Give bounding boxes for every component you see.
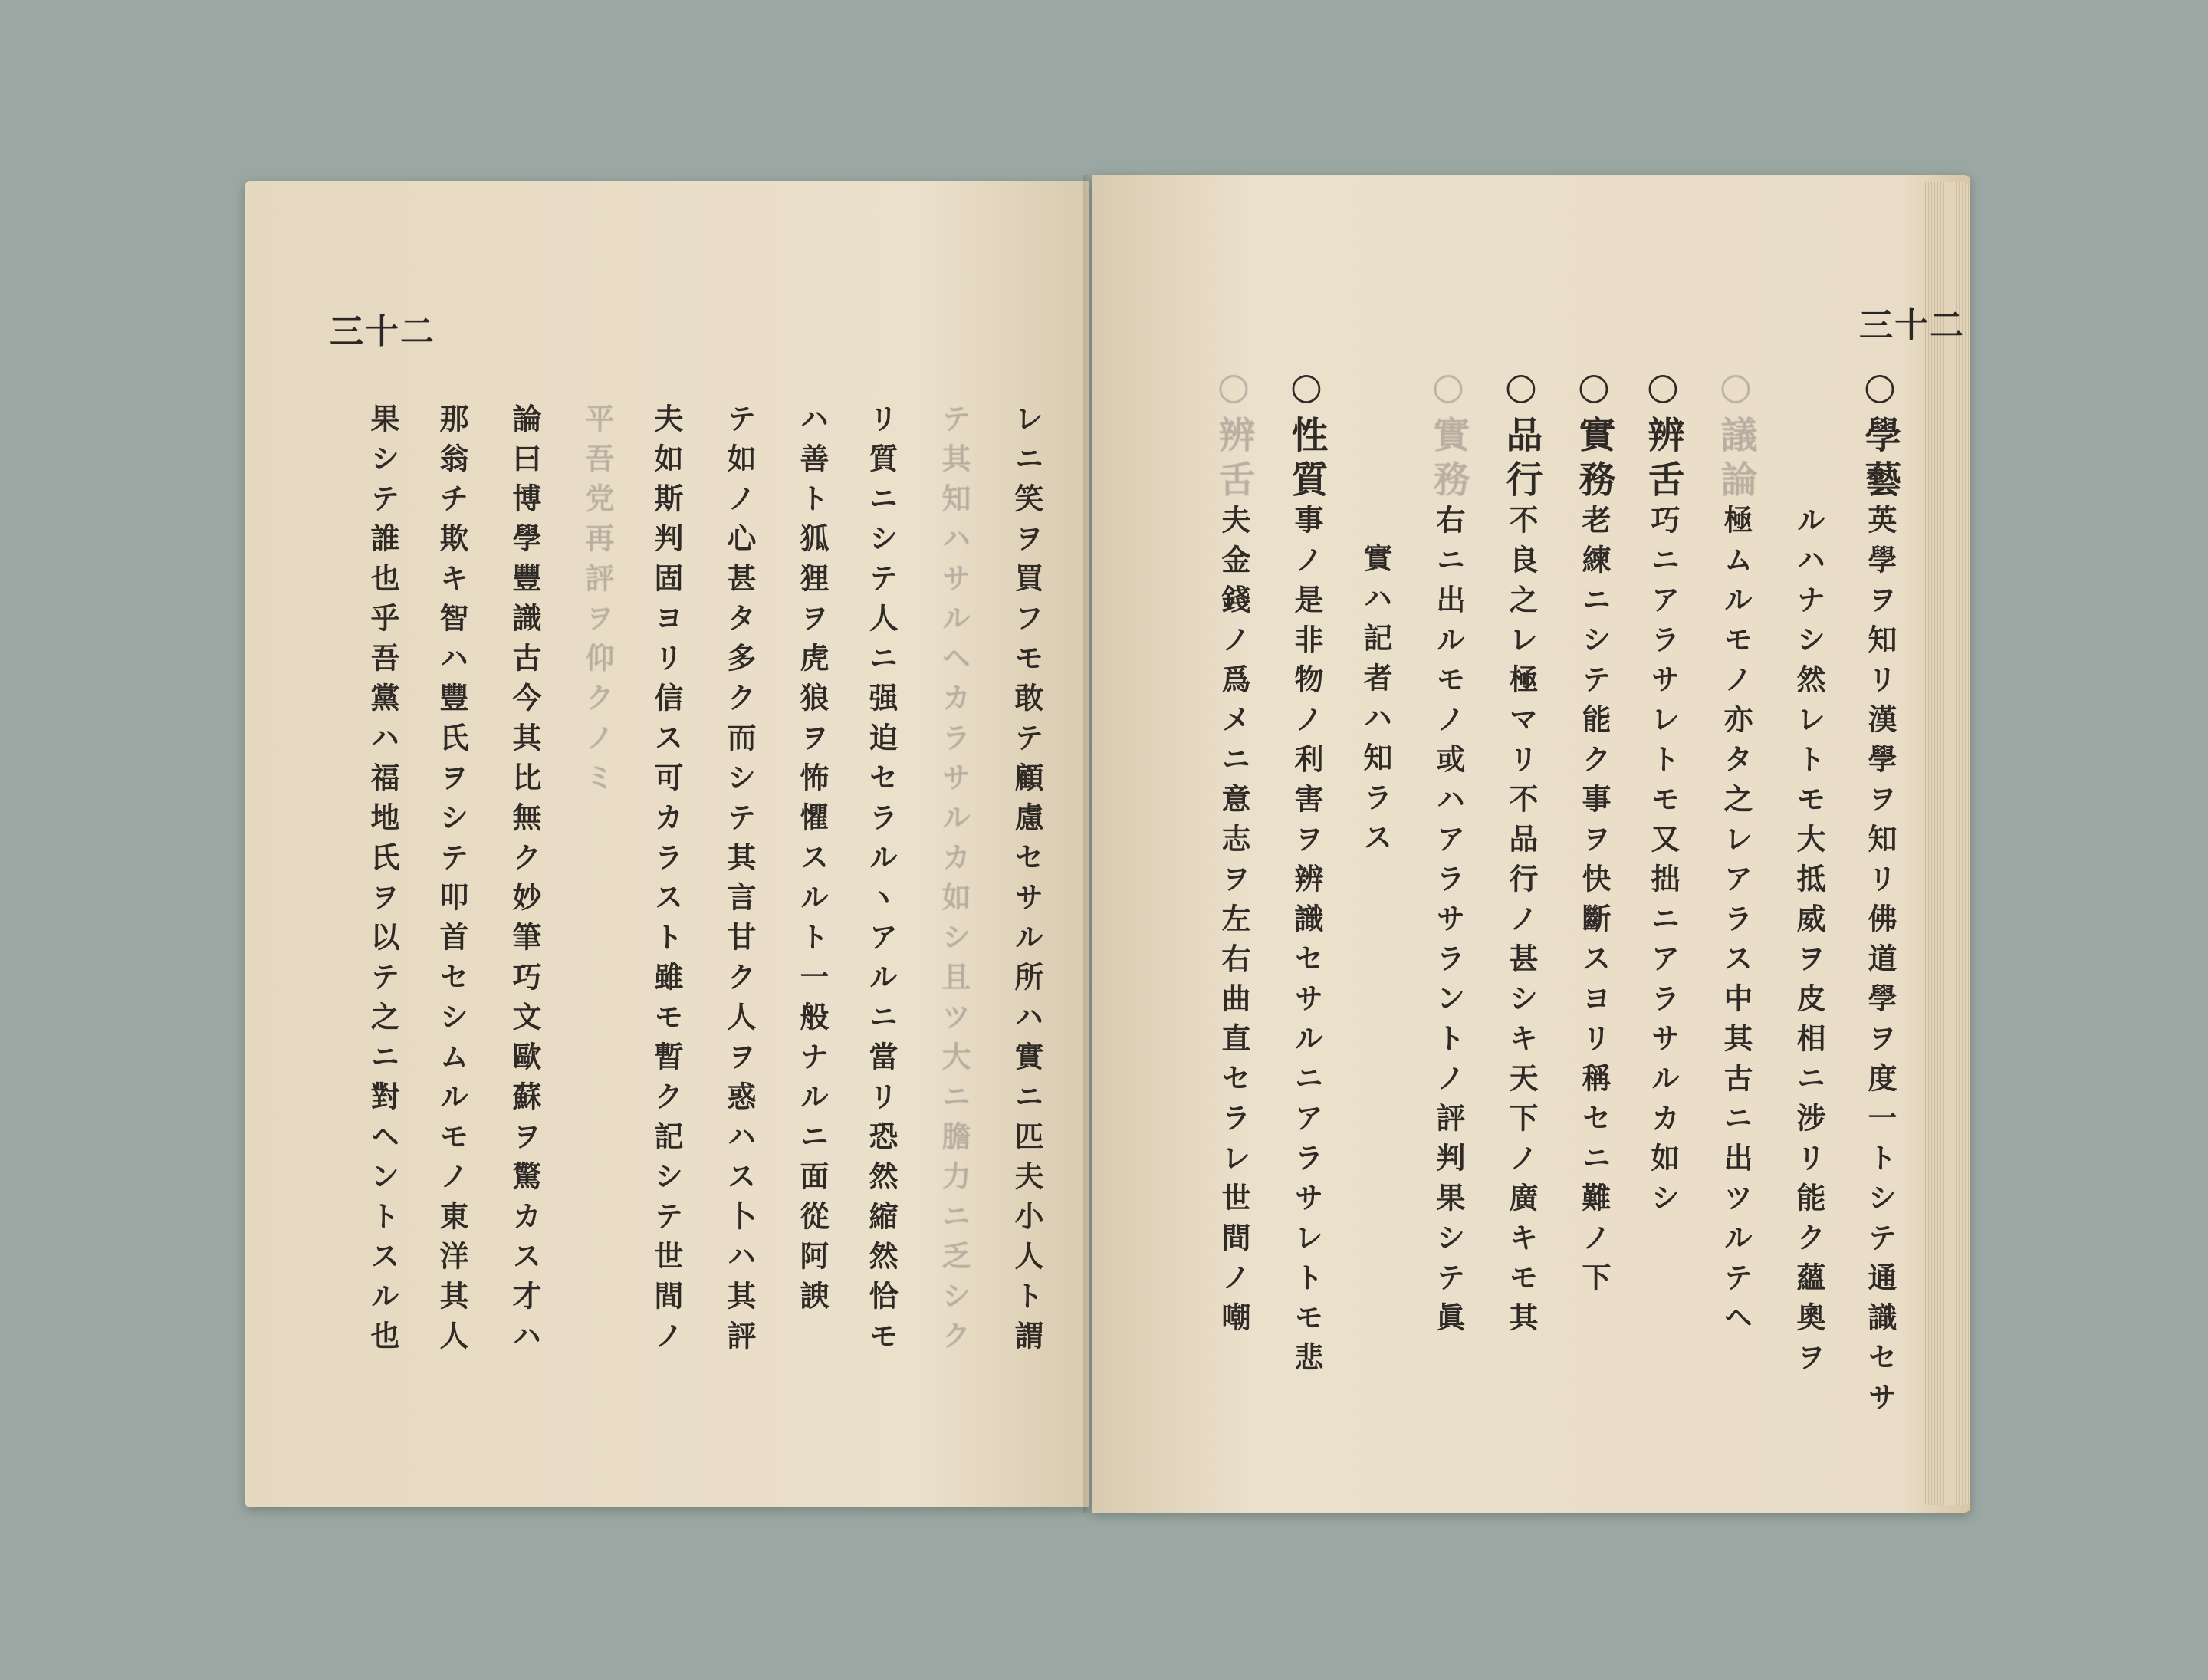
left-page-number: 三十二 bbox=[330, 312, 435, 351]
right-head-6: ○品行 bbox=[1500, 365, 1543, 505]
right-page bbox=[1092, 175, 1970, 1513]
right-head-9: ○性質 bbox=[1285, 365, 1328, 505]
right-head-1: ○學藝 bbox=[1858, 365, 1901, 505]
left-col-3: リ質ニシテ人ニ强迫セラルヽアルニ當リ恐然縮然恰モ bbox=[864, 403, 899, 1360]
right-body-8: 實ハ記者ハ知ラス bbox=[1359, 543, 1393, 862]
right-body-2: ルハナシ然レトモ大抵威ヲ皮相ニ涉リ能ク蘊奧ヲ bbox=[1792, 505, 1826, 1382]
left-col-8: 論曰博學豐識古今其比無ク妙筆巧文歐蘇ヲ驚カス才ハ bbox=[508, 403, 542, 1360]
right-body-5: 老練ニシテ能ク事ヲ快斷スヨリ稱セニ難ノ下 bbox=[1577, 505, 1612, 1302]
right-body-4: 巧ニアラサレトモ又拙ニアラサルカ如シ bbox=[1646, 505, 1681, 1222]
right-head-5: ○實務 bbox=[1572, 365, 1615, 505]
right-body-1: 英學ヲ知リ漢學ヲ知リ佛道學ヲ度一トシテ通識セサ bbox=[1863, 505, 1898, 1422]
right-page-number: 三十二 bbox=[1859, 306, 1965, 345]
left-col-2: テ其知ハサルヘカラサルカ如シ且ツ大ニ膽力ニ乏シク bbox=[937, 403, 971, 1360]
right-head-10: ○辨舌 bbox=[1212, 365, 1255, 505]
left-col-10: 果シテ誰也乎吾黨ハ福地氏ヲ以テ之ニ對ヘントスル也 bbox=[366, 403, 400, 1360]
left-col-4: ハ善ト狐狸ヲ虎狼ヲ怖懼スルト一般ナルニ面從阿諛 bbox=[795, 403, 830, 1320]
open-book bbox=[245, 175, 1982, 1513]
left-col-1: レニ笑ヲ買フモ敢テ顧慮セサル所ハ實ニ匹夫小人ト謂 bbox=[1010, 403, 1044, 1360]
right-head-4: ○辨舌 bbox=[1641, 365, 1684, 505]
left-col-7: 平吾党再評ヲ仰クノミ bbox=[580, 403, 615, 802]
right-body-7: 右ニ出ルモノ或ハアラサラントノ評判果シテ眞 bbox=[1431, 505, 1466, 1342]
left-col-9: 那翁チ欺キ智ハ豐氏ヲシテ叩首セシムルモノ東洋其人 bbox=[435, 403, 469, 1360]
left-page bbox=[245, 181, 1089, 1507]
right-body-10: 夫金錢ノ爲メニ意志ヲ左右曲直セラレ世間ノ嘲 bbox=[1217, 505, 1251, 1342]
left-col-6: 夫如斯判固ヨリ信ス可カラスト雖モ暫ク記シテ世間ノ bbox=[649, 403, 684, 1360]
right-body-6: 不良之レ極マリ不品行ノ甚シキ天下ノ廣キモ其 bbox=[1504, 505, 1539, 1342]
right-head-8: ○實務 bbox=[1427, 365, 1470, 505]
right-body-9: 事ノ是非物ノ利害ヲ辨識セサルニアラサレトモ悲 bbox=[1290, 505, 1324, 1382]
page-edges bbox=[1923, 182, 1970, 1505]
left-col-5: テ如ノ心甚タ多ク而シテ其言甘ク人ヲ惑ハス卜ハ其評 bbox=[722, 403, 757, 1360]
right-body-3: 極ムルモノ亦タ之レアラス中其古ニ出ツルテヘ bbox=[1719, 505, 1753, 1342]
right-head-3: ○議論 bbox=[1714, 365, 1757, 505]
